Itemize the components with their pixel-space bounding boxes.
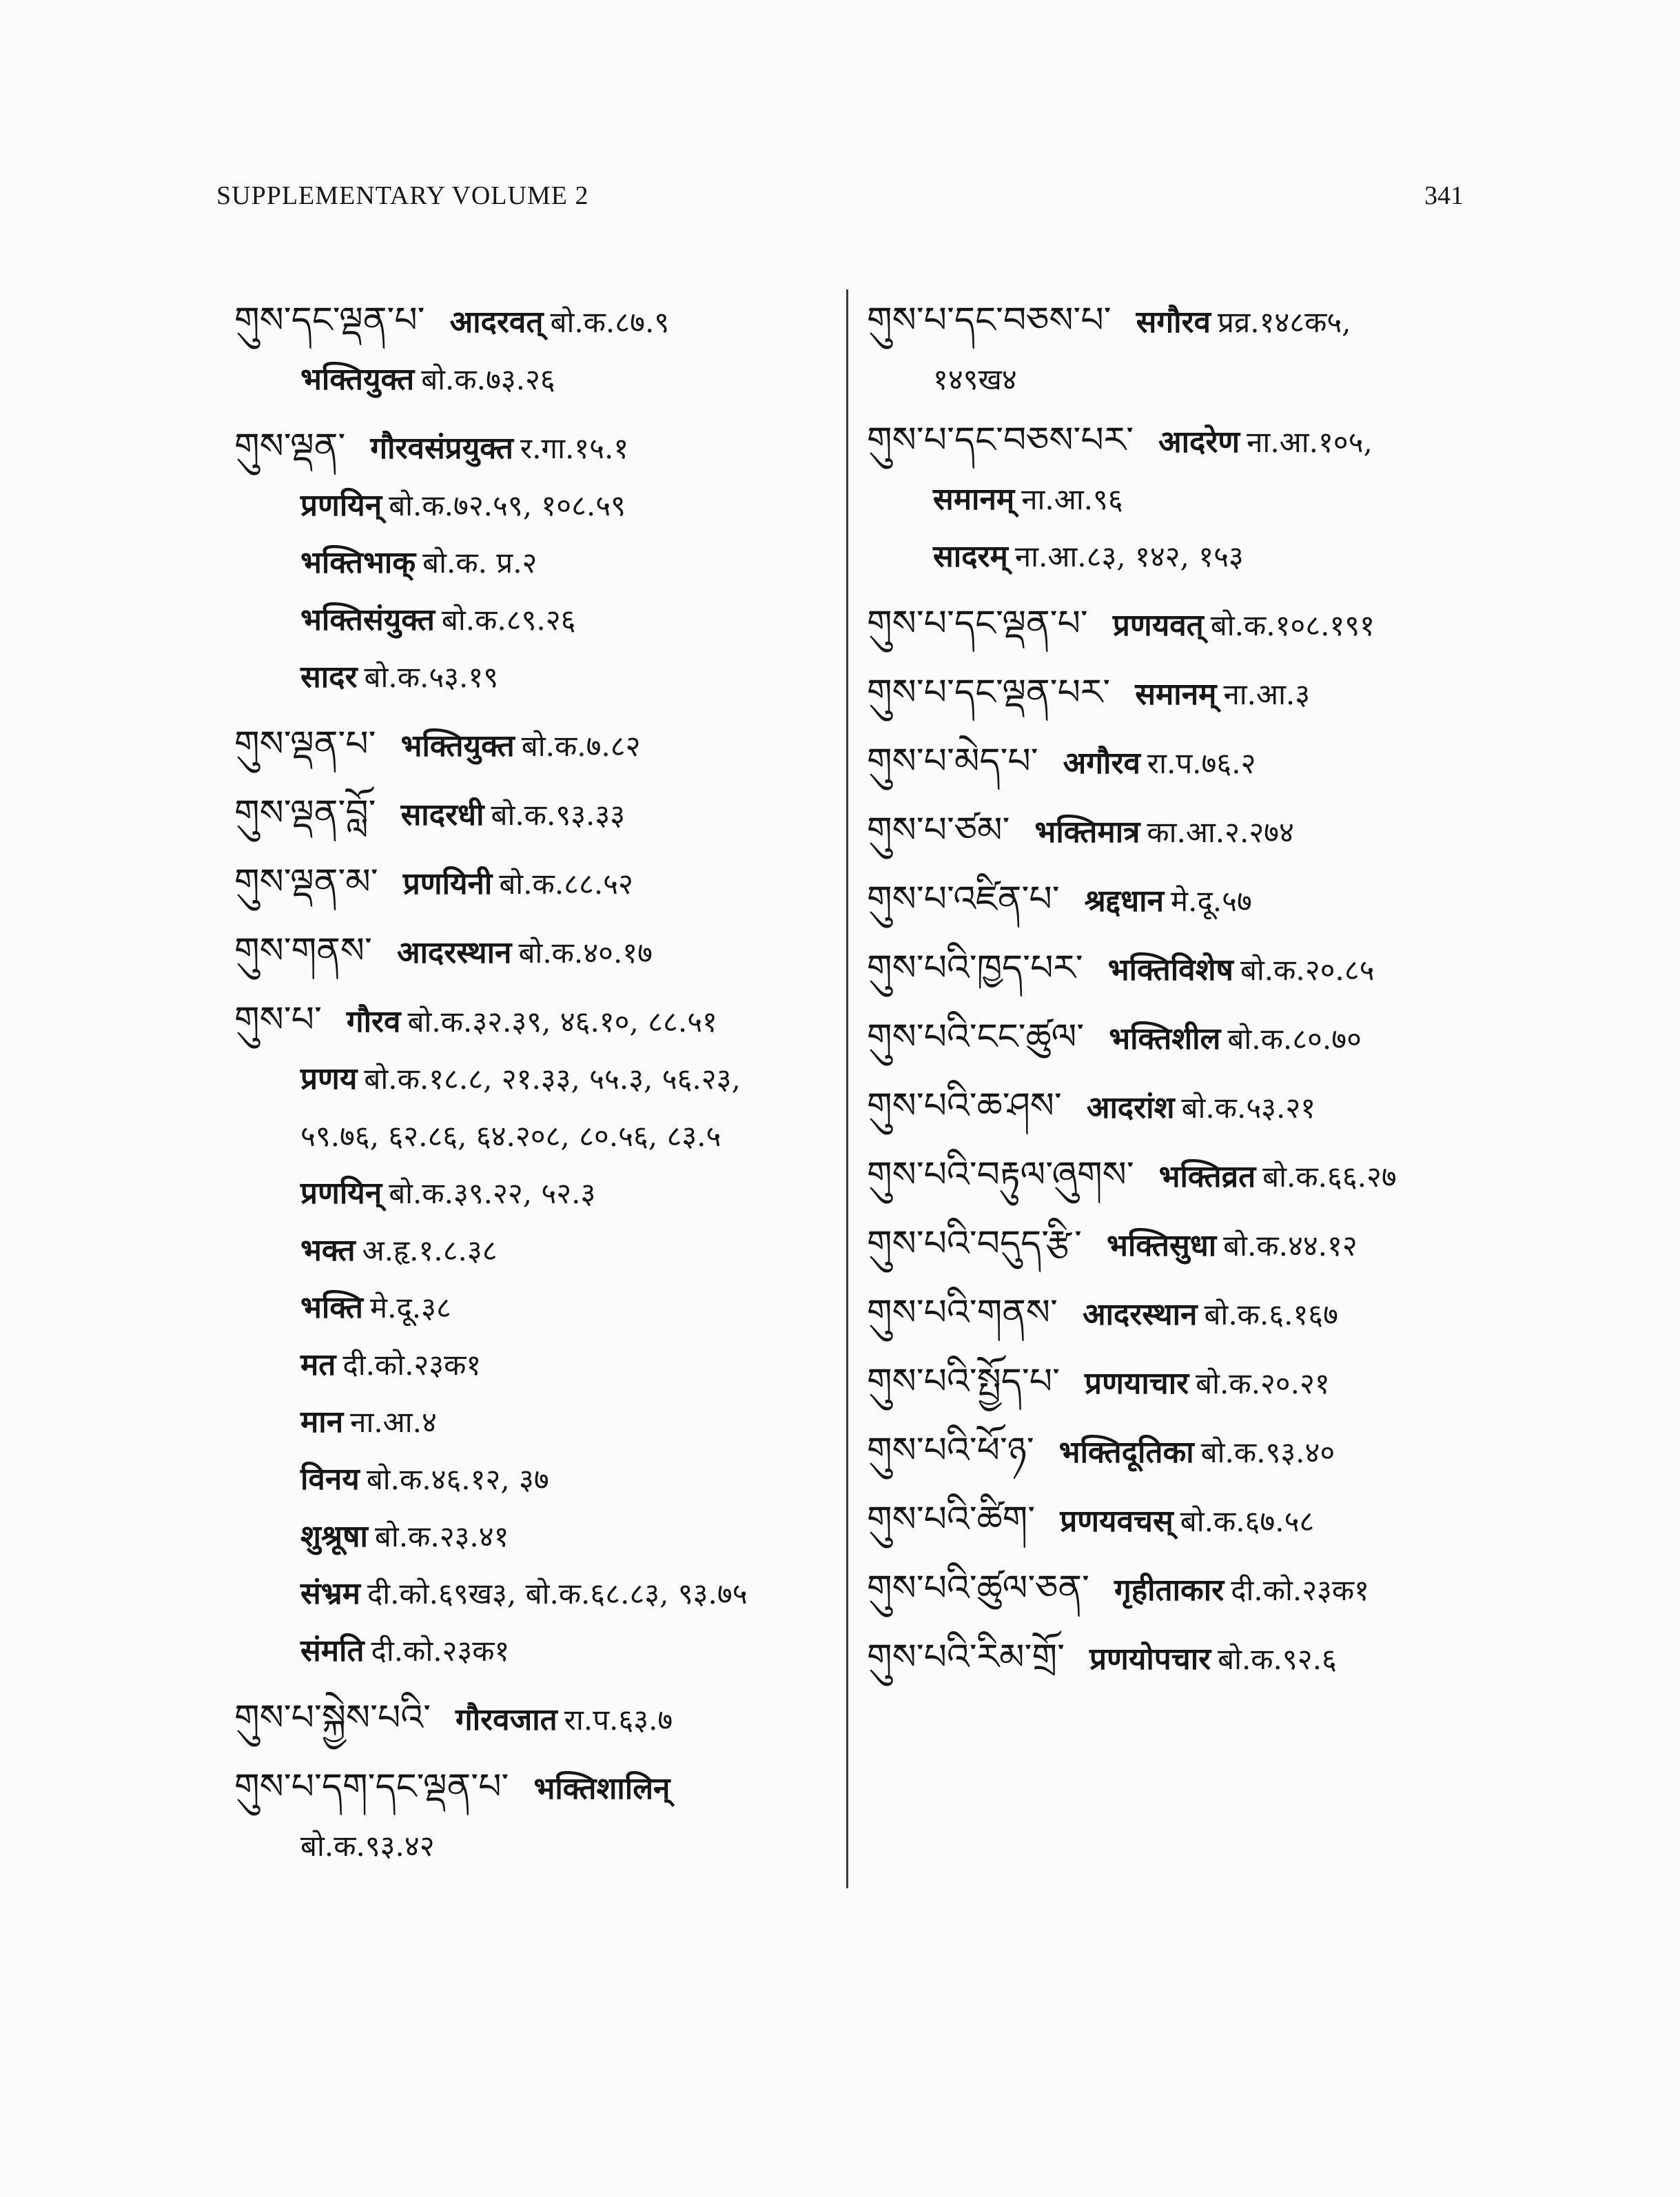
source-reference: प्रव्र.१४८क५,	[1217, 305, 1351, 339]
sanskrit-equivalent: गृहीताकार	[1114, 1573, 1225, 1608]
sanskrit-equivalent: भक्तिदूतिका	[1058, 1435, 1194, 1470]
source-reference: दी.को.२३क१	[342, 1348, 482, 1382]
source-reference: बो.क.२०.२१	[1196, 1367, 1330, 1400]
source-reference: अ.हृ.१.८.३८	[362, 1234, 498, 1267]
tibetan-headword: གུས་པའི་བརྟུལ་ཞུགས་	[867, 1154, 1134, 1196]
source-reference: बो.क.९२.६	[1218, 1642, 1337, 1676]
sub-entry	[234, 1168, 827, 1225]
entry-headline	[234, 421, 827, 480]
tibetan-headword: གུས་པ་དག་དང་ལྡན་པ་	[234, 1766, 509, 1808]
source-reference: बो.क.७२.५९, १०८.५९	[389, 489, 626, 522]
sub-entry	[234, 1626, 827, 1683]
sub-entry	[867, 531, 1487, 589]
sanskrit-equivalent: आदरस्थान	[396, 935, 512, 970]
entry-headline	[867, 1494, 1487, 1553]
dictionary-entry	[867, 667, 1487, 726]
source-reference: ना.आ.८३, १४२, १५३	[1014, 540, 1244, 573]
source-reference: दी.को.२३क१	[1231, 1573, 1369, 1607]
entry-headline	[867, 1081, 1487, 1140]
sanskrit-equivalent: सादरम्	[933, 539, 1008, 574]
sanskrit-equivalent: भक्तियुक्त	[400, 728, 515, 764]
source-reference: मे.दू.५७	[1171, 884, 1252, 918]
entry-headline	[867, 1563, 1487, 1622]
entry-headline	[867, 943, 1487, 1002]
dictionary-entry	[867, 1218, 1487, 1278]
tibetan-headword: གུས་པའི་སྤྱོད་པ་	[867, 1361, 1061, 1402]
tibetan-headword: གུས་པའི་ཚུལ་ཅན་	[867, 1568, 1089, 1609]
entry-headline	[867, 805, 1487, 864]
dictionary-entry	[867, 1425, 1487, 1484]
entry-headline	[867, 1149, 1487, 1209]
dictionary-entry	[867, 1494, 1487, 1553]
running-title: SUPPLEMENTARY VOLUME 2	[216, 181, 589, 210]
sanskrit-equivalent: सगौरव	[1136, 305, 1211, 340]
dictionary-entry	[234, 1693, 827, 1752]
entry-headline	[234, 788, 827, 847]
dictionary-entry	[867, 805, 1487, 864]
sanskrit-equivalent: प्रणय	[300, 1061, 358, 1096]
sanskrit-equivalent: शुश्रूषा	[300, 1519, 368, 1554]
source-reference: रा.प.७६.२	[1147, 746, 1256, 780]
sub-entry	[234, 1054, 827, 1111]
dictionary-entry	[867, 415, 1487, 589]
sanskrit-equivalent: अगौरव	[1063, 746, 1140, 781]
sub-entry	[234, 1283, 827, 1340]
entry-headline	[867, 295, 1487, 354]
tibetan-headword: གུས་པའི་གནས་	[867, 1292, 1058, 1333]
sub-entry	[234, 1511, 827, 1568]
sanskrit-equivalent: गौरवसंप्रयुक्त	[370, 431, 513, 466]
dictionary-entry	[867, 1012, 1487, 1071]
entry-headline	[867, 667, 1487, 726]
dictionary-entry	[234, 857, 827, 916]
sanskrit-equivalent: समानम्	[1135, 677, 1217, 712]
sanskrit-equivalent: आदरस्थान	[1082, 1297, 1198, 1332]
sub-entry	[234, 538, 827, 595]
dictionary-entry	[867, 874, 1487, 933]
entry-headline	[867, 415, 1487, 474]
tibetan-headword: གུས་པ་ཙམ་	[867, 810, 1010, 851]
tibetan-headword: གུས་ལྡན་མ་	[234, 861, 378, 903]
entry-headline	[234, 994, 827, 1054]
source-reference: बो.क.१०८.१९१	[1210, 609, 1375, 642]
source-reference: बो.क.४०.१७	[518, 936, 653, 970]
source-reference: बो.क.२३.४१	[374, 1520, 509, 1553]
source-reference: र.गा.१५.१	[520, 431, 629, 465]
column-divider	[846, 289, 848, 1888]
reference-continuation: बो.क.९३.४२	[300, 1829, 435, 1863]
source-reference: बो.क.३२.३९, ४६.१०, ८८.५१	[407, 1005, 717, 1039]
entry-headline	[867, 1356, 1487, 1416]
tibetan-headword: གུས་པ་སྐྱེས་པའི་	[234, 1697, 431, 1739]
source-reference: दी.को.२३क१	[371, 1634, 510, 1668]
tibetan-headword: གུས་ལྡན་བློ་	[234, 793, 376, 834]
page-header	[216, 181, 1464, 222]
source-reference: बो.क.९३.४०	[1200, 1435, 1335, 1469]
sub-entry	[234, 652, 827, 709]
source-reference: बो.क.८८.५२	[499, 867, 633, 901]
source-reference: ना.आ.३	[1223, 677, 1311, 711]
sanskrit-equivalent: भक्तिविशेष	[1107, 952, 1233, 988]
entry-headline	[234, 719, 827, 778]
dictionary-entry	[234, 295, 827, 411]
sanskrit-equivalent: आदरांश	[1086, 1090, 1175, 1125]
sanskrit-equivalent: भक्ति	[300, 1290, 363, 1325]
source-reference: बो.क. प्र.२	[422, 546, 537, 580]
reference-continuation: १४९ख४	[933, 362, 1017, 396]
source-reference: ना.आ.४	[350, 1405, 437, 1439]
source-reference: बो.क.६७.५८	[1180, 1504, 1315, 1538]
source-reference: बो.क.६६.२७	[1262, 1160, 1397, 1194]
tibetan-headword: གུས་པ་	[234, 999, 322, 1041]
tibetan-headword: གུས་པའི་ཆ་ཤས་	[867, 1085, 1062, 1127]
source-reference: बो.क.५३.१९	[364, 660, 499, 694]
source-reference: दी.को.६९ख३, बो.क.६८.८३, ९३.७५	[367, 1577, 748, 1611]
sanskrit-equivalent: विनय	[300, 1462, 360, 1497]
source-reference: बो.क.१८.८, २१.३३, ५५.३, ५६.२३,	[364, 1062, 741, 1096]
dictionary-entry	[867, 1356, 1487, 1416]
sanskrit-equivalent: श्रद्दधान	[1084, 883, 1164, 919]
source-reference: बो.क.७.८२	[521, 729, 641, 763]
entry-headline	[234, 926, 827, 985]
tibetan-headword: གུས་པའི་ཕོ་ཉ་	[867, 1430, 1034, 1471]
sanskrit-equivalent: सादर	[300, 660, 358, 695]
tibetan-headword: གུས་ལྡན་	[234, 426, 346, 467]
source-reference: मे.दू.३८	[370, 1291, 451, 1325]
source-reference: रा.प.६३.७	[564, 1703, 673, 1737]
dictionary-entry	[867, 943, 1487, 1002]
sanskrit-equivalent: गौरव	[346, 1004, 401, 1039]
tibetan-headword: གུས་པའི་ཁྱད་པར་	[867, 948, 1083, 989]
entry-headline	[867, 1218, 1487, 1278]
source-reference: बो.क.५३.२१	[1181, 1091, 1316, 1125]
source-reference: बो.क.८९.२६	[441, 603, 576, 637]
sanskrit-equivalent: प्रणयाचार	[1085, 1366, 1189, 1401]
sanskrit-equivalent: मत	[300, 1347, 336, 1382]
entry-headline	[867, 1012, 1487, 1071]
dictionary-entry	[867, 736, 1487, 795]
sanskrit-equivalent: भक्तिव्रत	[1158, 1159, 1256, 1194]
tibetan-headword: གུས་པ་དང་ལྡན་པ་	[867, 603, 1088, 644]
left-column	[234, 295, 827, 1881]
sub-entry	[234, 480, 827, 538]
source-reference: बो.क.४४.१२	[1223, 1229, 1358, 1263]
entry-headline	[867, 1632, 1487, 1691]
sanskrit-equivalent: प्रणयोपचार	[1089, 1642, 1211, 1677]
dictionary-entry	[234, 788, 827, 847]
sub-entry	[234, 1340, 827, 1397]
sanskrit-equivalent: प्रणयवत्	[1112, 608, 1204, 643]
sanskrit-equivalent: संभ्रम	[300, 1576, 360, 1611]
entry-headline	[234, 295, 827, 354]
entry-headline	[234, 1761, 827, 1821]
dictionary-entry	[867, 1287, 1487, 1347]
source-reference: बो.क.२०.८५	[1240, 953, 1375, 987]
tibetan-headword: གུས་པ་དང་བཅས་པ་	[867, 300, 1112, 341]
tibetan-headword: གུས་པའི་རིམ་གྲོ་	[867, 1637, 1065, 1678]
sub-entry	[234, 1568, 827, 1626]
tibetan-headword: གུས་པའི་བདུད་རྩི་	[867, 1223, 1082, 1265]
source-reference: बो.क.७३.२६	[421, 362, 555, 396]
dictionary-entry	[867, 1632, 1487, 1691]
sanskrit-equivalent: आदरवत्	[449, 305, 544, 340]
sanskrit-equivalent: प्रणयिन्	[300, 488, 382, 523]
source-reference: ना.आ.९६	[1021, 482, 1123, 516]
sanskrit-equivalent: भक्तिसुधा	[1106, 1228, 1217, 1263]
sub-entry	[234, 1225, 827, 1283]
entry-headline	[867, 736, 1487, 795]
page-number: 341	[1424, 181, 1464, 210]
tibetan-headword: གུས་དང་ལྡན་པ་	[234, 300, 425, 341]
source-reference: बो.क.६.१६७	[1204, 1298, 1338, 1331]
sanskrit-equivalent: भक्तिभाक्	[300, 545, 416, 580]
sanskrit-equivalent: प्रणयिनी	[402, 866, 493, 901]
source-reference: का.आ.२.२७४	[1147, 815, 1294, 849]
source-reference: बो.क.८०.७०	[1227, 1022, 1362, 1056]
source-reference: ना.आ.१०५,	[1247, 425, 1373, 459]
sanskrit-equivalent: प्रणयिन्	[300, 1176, 382, 1211]
sub-entry	[234, 1454, 827, 1511]
dictionary-entry	[867, 598, 1487, 657]
dictionary-entry	[867, 1563, 1487, 1622]
sanskrit-equivalent: मान	[300, 1404, 344, 1440]
source-reference: बो.क.९३.३३	[491, 798, 626, 832]
sub-entry	[234, 1111, 827, 1168]
dictionary-entry	[867, 1081, 1487, 1140]
tibetan-headword: གུས་ལྡན་པ་	[234, 724, 376, 765]
dictionary-entry	[234, 1761, 827, 1872]
tibetan-headword: གུས་པ་འཛིན་པ་	[867, 879, 1060, 920]
dictionary-entry	[234, 421, 827, 709]
tibetan-headword: གུས་པ་དང་ལྡན་པར་	[867, 672, 1111, 713]
entry-headline	[867, 598, 1487, 657]
tibetan-headword: གུས་པ་མེད་པ་	[867, 741, 1038, 782]
source-reference: बो.क.४६.१२, ३७	[366, 1462, 549, 1496]
sanskrit-equivalent: समानम्	[933, 482, 1015, 517]
dictionary-entry	[867, 295, 1487, 405]
source-reference: बो.क.८७.९	[550, 305, 670, 339]
dictionary-entry	[234, 926, 827, 985]
source-reference: ५९.७६, ६२.८६, ६४.२०८, ८०.५६, ८३.५	[300, 1119, 721, 1153]
sub-entry	[867, 474, 1487, 531]
sanskrit-equivalent: गौरवजात	[455, 1702, 557, 1737]
sanskrit-equivalent: भक्तियुक्त	[300, 362, 415, 397]
source-reference: बो.क.३९.२२, ५२.३	[389, 1176, 596, 1210]
tibetan-headword: གུས་གནས་	[234, 930, 372, 972]
tibetan-headword: གུས་པ་དང་བཅས་པར་	[867, 420, 1134, 461]
entry-headline	[867, 1425, 1487, 1484]
entry-headline	[867, 1287, 1487, 1347]
sub-entry	[234, 354, 827, 411]
entry-headline	[234, 857, 827, 916]
sanskrit-equivalent: भक्त	[300, 1233, 356, 1268]
dictionary-entry	[867, 1149, 1487, 1209]
sanskrit-equivalent: भक्तिसंयुक्त	[300, 602, 435, 637]
sanskrit-equivalent: भक्तिशील	[1109, 1021, 1221, 1056]
sanskrit-equivalent: सादरधी	[400, 797, 484, 832]
sanskrit-equivalent: भक्तिमात्र	[1034, 815, 1140, 850]
right-column	[867, 295, 1487, 1701]
dictionary-entry	[234, 994, 827, 1683]
entry-headline	[234, 1693, 827, 1752]
sanskrit-equivalent: भक्तिशालिन्	[533, 1771, 670, 1806]
sanskrit-equivalent: संमति	[300, 1633, 365, 1668]
sanskrit-equivalent: आदरेण	[1158, 425, 1240, 460]
sub-entry	[234, 595, 827, 652]
sanskrit-equivalent: प्रणयवचस्	[1060, 1504, 1174, 1539]
entry-headline	[867, 874, 1487, 933]
tibetan-headword: གུས་པའི་ངང་ཚུལ་	[867, 1016, 1085, 1058]
dictionary-entry	[234, 719, 827, 778]
tibetan-headword: གུས་པའི་ཚིག་	[867, 1499, 1036, 1540]
sub-entry	[234, 1397, 827, 1454]
